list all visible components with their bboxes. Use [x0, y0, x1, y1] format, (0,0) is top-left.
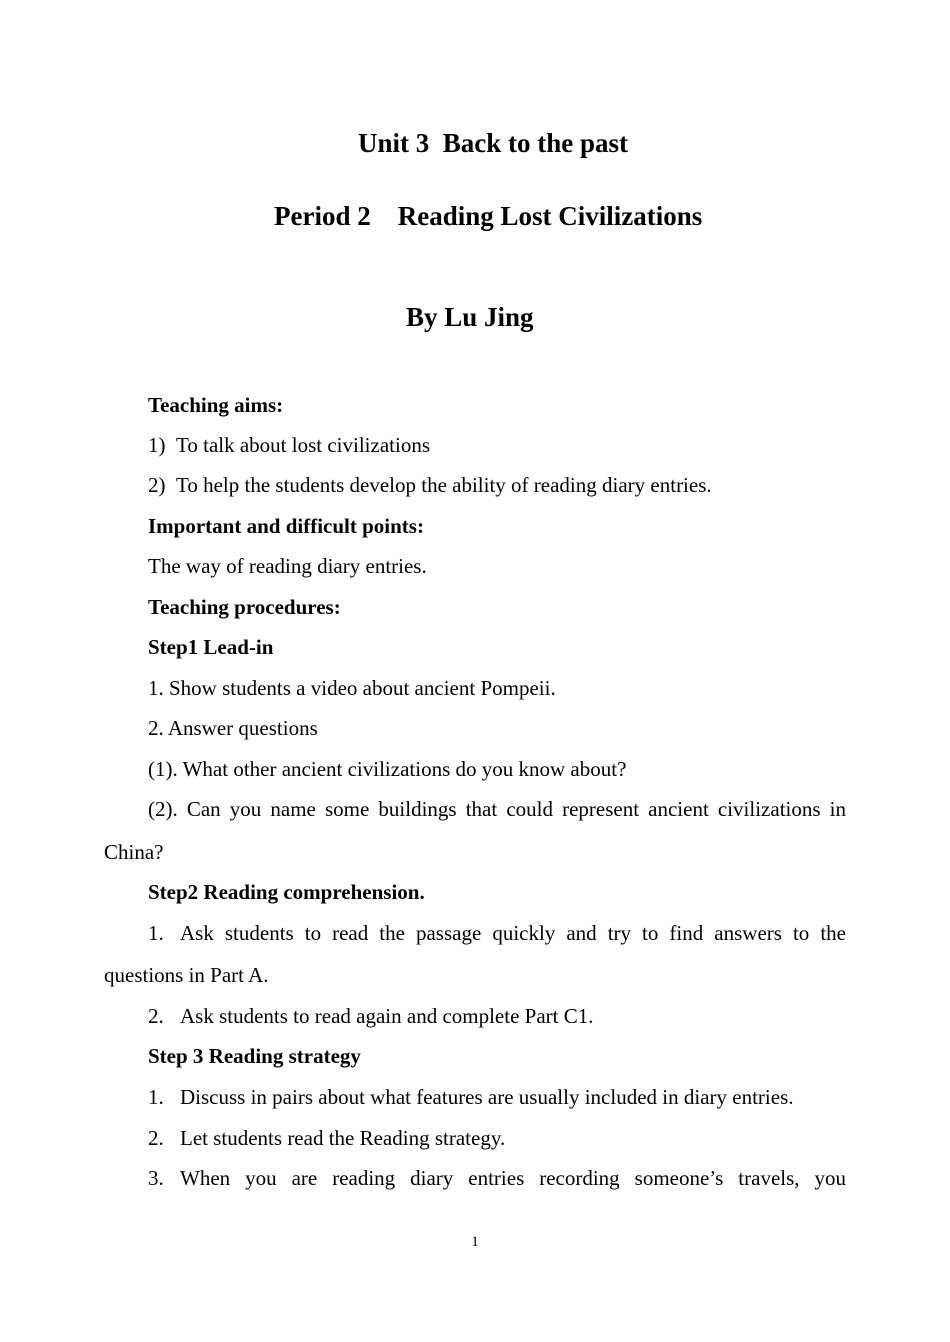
step1-question-2-line2: China? — [104, 840, 164, 864]
step2-item-1-continued: questions in Part A. — [104, 963, 269, 987]
step3-item-text: When you are reading diary entries recording someone’s travels, you — [180, 1166, 846, 1190]
step3-item-text: Let students read the Reading strategy. — [180, 1126, 506, 1150]
important-points-text: The way of reading diary entries. — [148, 554, 427, 578]
step3-item-3 — [148, 1165, 846, 1191]
step2-item-text: Ask students to read again and complete Part C1. — [180, 1004, 594, 1028]
step3-item-number: 2. — [148, 1126, 164, 1150]
step2-item-number: 2. — [148, 1004, 164, 1028]
step1-item-2: 2. Answer questions — [148, 716, 318, 740]
page-number: 1 — [471, 1234, 479, 1250]
aim-item-1 — [148, 432, 846, 458]
step2-item-1 — [148, 920, 846, 946]
teaching-aims-heading: Teaching aims: — [148, 393, 284, 417]
aim-number: 2) — [148, 473, 166, 497]
author-line: By Lu Jing — [406, 302, 534, 332]
step3-item-2 — [148, 1125, 846, 1151]
step2-item-2 — [148, 1003, 846, 1029]
step1-heading: Step1 Lead-in — [148, 635, 274, 659]
step3-item-1 — [148, 1084, 846, 1110]
step3-heading: Step 3 Reading strategy — [148, 1044, 361, 1068]
step2-item-number: 1. — [148, 921, 164, 945]
period-title: Period 2 Reading Lost Civilizations — [274, 201, 703, 231]
aim-text: To help the students develop the ability of reading diary entries. — [176, 473, 712, 497]
step3-item-number: 1. — [148, 1085, 164, 1109]
step1-question-2-line1: (2). Can you name some buildings that could represent ancient civilizations in — [148, 797, 846, 821]
teaching-procedures-heading: Teaching procedures: — [148, 595, 341, 619]
step3-item-text: Discuss in pairs about what features are usually included in diary entries. — [180, 1085, 794, 1109]
important-points-heading: Important and difficult points: — [148, 514, 424, 538]
aim-item-2 — [148, 472, 846, 498]
aim-number: 1) — [148, 433, 166, 457]
step2-heading: Step2 Reading comprehension. — [148, 880, 425, 904]
step3-item-number: 3. — [148, 1166, 164, 1190]
step1-item-1: 1. Show students a video about ancient Pompeii. — [148, 676, 556, 700]
step1-question-1: (1). What other ancient civilizations do you know about? — [148, 757, 627, 781]
aim-text: To talk about lost civilizations — [176, 433, 430, 457]
unit-title: Unit 3 Back to the past — [358, 128, 629, 158]
step2-item-text: Ask students to read the passage quickly and try to find answers to the — [180, 921, 846, 945]
